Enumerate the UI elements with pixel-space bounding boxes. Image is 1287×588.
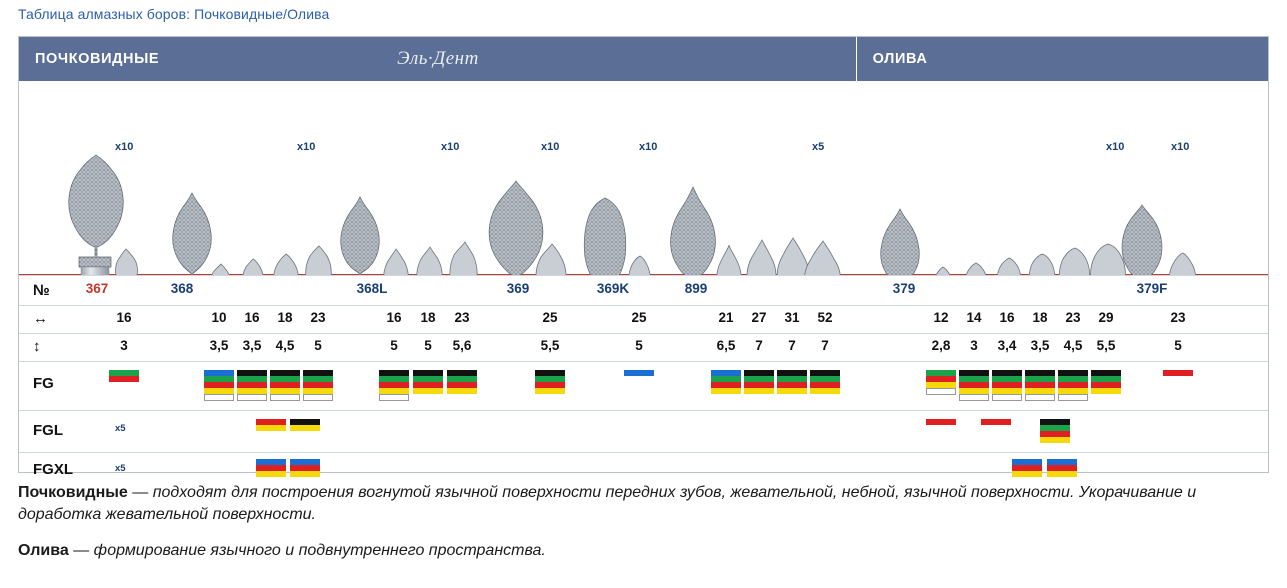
bur-table [18, 36, 1269, 478]
fgl-chip-stack [290, 419, 320, 431]
row-label-fgxl: FGXL [33, 461, 73, 478]
color-chip-yellow [1040, 437, 1070, 443]
bur-number: 899 [684, 281, 708, 296]
fg-chip-stack [744, 370, 774, 394]
fg-chip-stack [237, 370, 267, 401]
bur-length: 2,8 [931, 338, 951, 353]
color-chip-yellow [290, 425, 320, 431]
bur-diameter: 25 [542, 310, 558, 325]
table-header-band [19, 37, 1268, 81]
color-chip-red [926, 419, 956, 425]
bur-length: 3 [970, 338, 978, 353]
bur-number: 379 [892, 281, 916, 296]
bur-length: 5 [1174, 338, 1182, 353]
zoom-label: x10 [115, 141, 134, 153]
fg-chip-stack [810, 370, 840, 394]
bur-diameter: 16 [386, 310, 402, 325]
row-label-diameter: ↔ [33, 310, 48, 327]
fg-chip-stack [1058, 370, 1088, 401]
color-chip-yellow [777, 388, 807, 394]
color-chip-yellow [535, 388, 565, 394]
row-label-number: № [33, 282, 50, 299]
bur-diameter: 21 [718, 310, 734, 325]
fgxl-chip-stack [1012, 459, 1042, 477]
color-chip-yellow [256, 425, 286, 431]
row-label-fg: FG [33, 375, 54, 392]
note-pochkovidnye [18, 482, 1273, 525]
fg-chip-stack [992, 370, 1022, 401]
color-chip-yellow [1047, 471, 1077, 477]
bur-diameter: 23 [1170, 310, 1186, 325]
color-chip-yellow [1012, 471, 1042, 477]
bur-diameter: 27 [751, 310, 767, 325]
zoom-label: x5 [812, 141, 825, 153]
bur-length: 7 [788, 338, 796, 353]
bur-length: 5,5 [1096, 338, 1116, 353]
color-chip-white [237, 394, 267, 401]
bur-diameter: 18 [1032, 310, 1048, 325]
bur-length: 5,6 [452, 338, 472, 353]
note-oliva [18, 540, 1273, 562]
fgxl-chip-stack [290, 459, 320, 477]
fg-chip-stack [447, 370, 477, 394]
bur-diameter: 16 [244, 310, 260, 325]
zoom-label: x10 [441, 141, 460, 153]
fg-chip-stack [303, 370, 333, 401]
bur-diameter: 10 [211, 310, 227, 325]
bur-diameter: 31 [784, 310, 800, 325]
row-length [19, 333, 1268, 361]
row-fg [19, 361, 1268, 410]
bur-length: 5,5 [540, 338, 560, 353]
bur-length: 3 [120, 338, 128, 353]
color-chip-white [992, 394, 1022, 401]
row-sub-fgl: x5 [115, 423, 126, 434]
bur-diameter: 23 [1065, 310, 1081, 325]
bur-number: 368 [170, 281, 194, 296]
bur-diameter: 18 [420, 310, 436, 325]
bur-length: 4,5 [1063, 338, 1083, 353]
fgl-chip-stack [981, 419, 1011, 425]
bur-length: 6,5 [716, 338, 736, 353]
brand-label: Эль·Дент [397, 48, 479, 69]
bur-length: 4,5 [275, 338, 295, 353]
color-chip-yellow [744, 388, 774, 394]
color-chip-yellow [447, 388, 477, 394]
color-chip-yellow [290, 471, 320, 477]
note-pochkovidnye-text: — подходят для построения вогнутой язычной поверхности передних зубов, жевательной, небной, язычной поверхности. Укорачивание и доработка жевательной поверхности. [18, 484, 1197, 523]
color-chip-red [981, 419, 1011, 425]
fg-chip-stack [777, 370, 807, 394]
fgl-chip-stack [1040, 419, 1070, 443]
zoom-label: x10 [639, 141, 658, 153]
header-right-category: ОЛИВА [856, 37, 1268, 81]
bur-length: 7 [821, 338, 829, 353]
color-chip-yellow [256, 471, 286, 477]
bur-length: 3,5 [242, 338, 262, 353]
color-chip-blue [624, 370, 654, 376]
zoom-label: x10 [297, 141, 316, 153]
bur-diameter: 29 [1098, 310, 1114, 325]
zoom-label: x10 [1106, 141, 1125, 153]
row-label-fgl: FGL [33, 422, 63, 439]
color-chip-white [926, 388, 956, 395]
bur-illustration-area [19, 81, 1268, 275]
fg-chip-stack [1163, 370, 1193, 376]
color-chip-white [270, 394, 300, 401]
fgl-chip-stack [926, 419, 956, 425]
fgxl-chip-stack [1047, 459, 1077, 477]
bur-length: 3,5 [209, 338, 229, 353]
color-chip-white [204, 394, 234, 401]
color-chip-white [379, 394, 409, 401]
color-chip-white [1025, 394, 1055, 401]
row-label-length: ↕ [33, 338, 41, 355]
color-chip-white [1058, 394, 1088, 401]
color-chip-yellow [810, 388, 840, 394]
header-left-category: ПОЧКОВИДНЫЕ [35, 51, 160, 67]
color-chip-red [1163, 370, 1193, 376]
fg-chip-stack [1091, 370, 1121, 394]
bur-length: 7 [755, 338, 763, 353]
fg-chip-stack [1025, 370, 1055, 401]
fgxl-chip-stack [256, 459, 286, 477]
bur-diameter: 23 [310, 310, 326, 325]
color-chip-white [303, 394, 333, 401]
bur-number: 369 [506, 281, 530, 296]
bur-number: 379F [1136, 281, 1168, 296]
bur-diameter: 14 [966, 310, 982, 325]
fg-chip-stack [959, 370, 989, 401]
bur-shapes-svg [19, 81, 1270, 275]
row-number [19, 275, 1268, 305]
bur-length: 5 [314, 338, 322, 353]
row-diameter [19, 305, 1268, 333]
fg-chip-stack [270, 370, 300, 401]
fg-chip-stack [711, 370, 741, 394]
bur-diameter: 12 [933, 310, 949, 325]
color-chip-yellow [711, 388, 741, 394]
page-title: Таблица алмазных боров: Почковидные/Олива [18, 6, 330, 22]
fg-chip-stack [624, 370, 654, 376]
fg-chip-stack [926, 370, 956, 395]
bur-diameter: 18 [277, 310, 293, 325]
note-oliva-text: — формирование язычного и подвнутреннего пространства. [68, 542, 546, 559]
row-sub-fgxl: x5 [115, 463, 126, 474]
note-pochkovidnye-title: Почковидные [18, 484, 128, 501]
color-chip-yellow [413, 388, 443, 394]
bur-length: 5 [635, 338, 643, 353]
bur-number: 369K [596, 281, 630, 296]
bur-diameter: 16 [116, 310, 132, 325]
fg-chip-stack [204, 370, 234, 401]
color-chip-red [109, 376, 139, 382]
bur-diameter: 25 [631, 310, 647, 325]
zoom-label: x10 [1171, 141, 1190, 153]
color-chip-yellow [1091, 388, 1121, 394]
bur-length: 5 [424, 338, 432, 353]
bur-length: 3,5 [1030, 338, 1050, 353]
fg-chip-stack [379, 370, 409, 401]
fg-chip-stack [535, 370, 565, 394]
bur-length: 3,4 [997, 338, 1017, 353]
bur-diameter: 16 [999, 310, 1015, 325]
bur-length: 5 [390, 338, 398, 353]
note-oliva-title: Олива [18, 542, 69, 559]
bur-diameter: 23 [454, 310, 470, 325]
bur-number: 367 [85, 281, 109, 296]
fg-chip-stack [109, 370, 139, 382]
color-chip-white [959, 394, 989, 401]
fg-chip-stack [413, 370, 443, 394]
bur-number: 368L [356, 281, 388, 296]
fgl-chip-stack [256, 419, 286, 431]
zoom-label: x10 [541, 141, 560, 153]
bur-diameter: 52 [817, 310, 833, 325]
row-fgl [19, 410, 1268, 452]
